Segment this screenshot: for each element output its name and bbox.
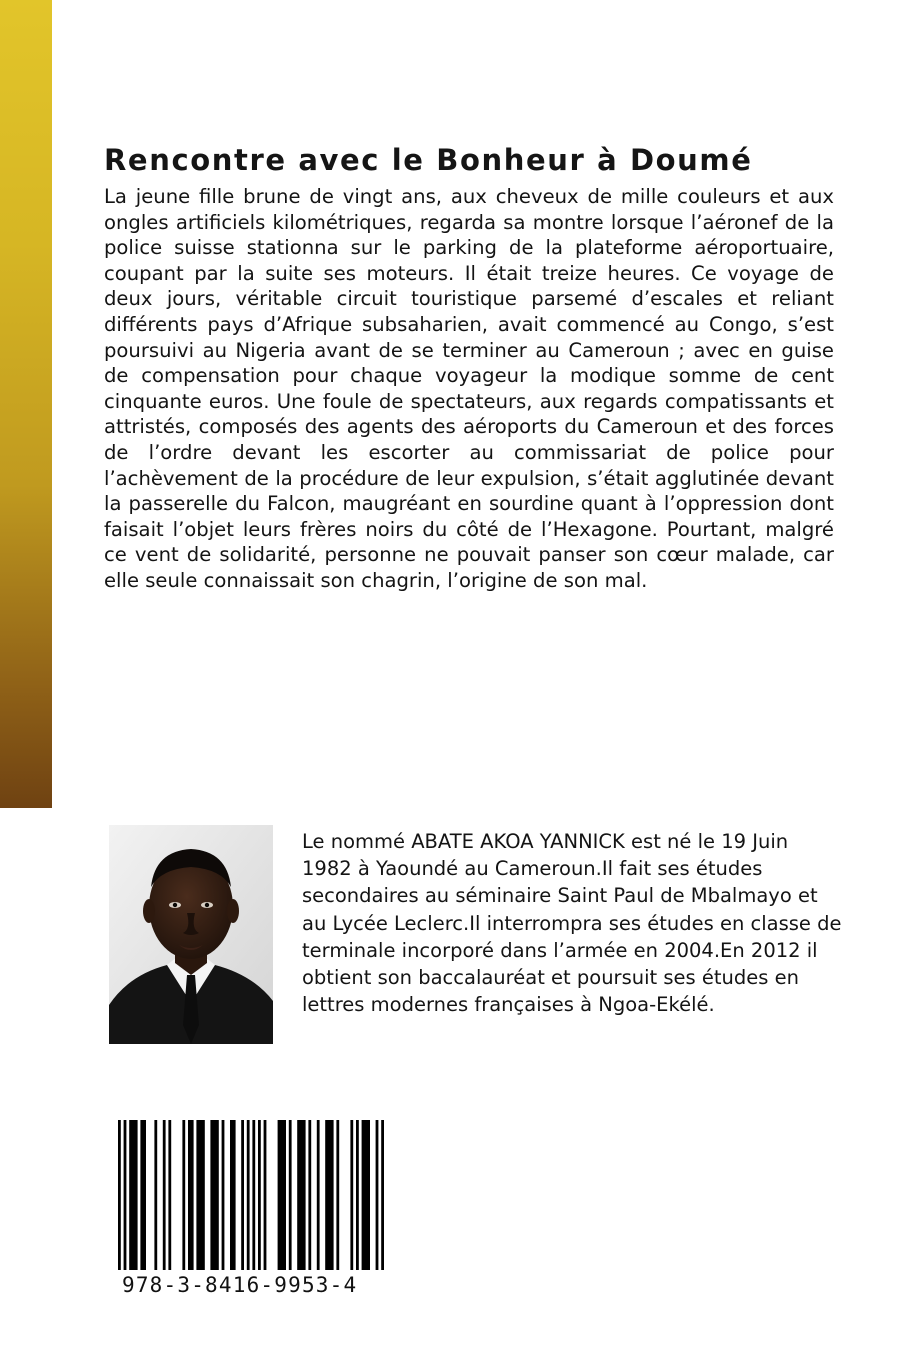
barcode-bar xyxy=(289,1120,292,1270)
barcode-bar xyxy=(163,1120,166,1270)
barcode-bar xyxy=(118,1120,121,1270)
barcode-bar xyxy=(168,1120,171,1270)
barcode-bar xyxy=(264,1120,267,1270)
barcode-bar xyxy=(222,1120,225,1270)
book-title: Rencontre avec le Bonheur à Doumé xyxy=(104,143,753,177)
barcode-bar xyxy=(188,1120,194,1270)
barcode-bar xyxy=(381,1120,384,1270)
isbn-barcode xyxy=(118,1120,384,1270)
barcode-bar xyxy=(308,1120,311,1270)
barcode-bar xyxy=(196,1120,204,1270)
barcode-bar xyxy=(241,1120,244,1270)
barcode-bar xyxy=(350,1120,353,1270)
barcode-bar xyxy=(247,1120,250,1270)
barcode-bars xyxy=(118,1120,384,1270)
barcode-bar xyxy=(376,1120,379,1270)
barcode-bar xyxy=(278,1120,286,1270)
barcode-bar xyxy=(297,1120,305,1270)
barcode-bar xyxy=(336,1120,339,1270)
barcode-bar xyxy=(129,1120,137,1270)
barcode-bar xyxy=(258,1120,261,1270)
barcode-bar xyxy=(325,1120,333,1270)
barcode-bar xyxy=(154,1120,157,1270)
barcode-bar xyxy=(124,1120,127,1270)
barcode-bar xyxy=(230,1120,236,1270)
barcode-bar xyxy=(362,1120,370,1270)
isbn-number: 978-3-8416-9953-4 xyxy=(122,1273,358,1297)
author-photo xyxy=(109,825,273,1044)
barcode-bar xyxy=(182,1120,185,1270)
barcode-bar xyxy=(356,1120,359,1270)
barcode-bar xyxy=(317,1120,320,1270)
decorative-side-band xyxy=(0,0,52,808)
barcode-bar xyxy=(210,1120,218,1270)
author-bio: Le nommé ABATE AKOA YANNICK est né le 19 Juin 1982 à Yaoundé au Cameroun.Il fait ses études secondaires au séminaire Saint Paul de Mbalmayo et au Lycée Leclerc.Il interrompra ses études en classe de terminale incorporé dans l’armée en 2004.En 2012 il obtient son baccalauréat et poursuit ses études en lettres modernes françaises à Ngoa-Ekélé. xyxy=(302,830,842,1017)
book-blurb: La jeune fille brune de vingt ans, aux cheveux de mille couleurs et aux ongles artificiels kilométriques, regarda sa montre lorsque l’aéronef de la police suisse stationna sur le parking de la plateforme aéroportuaire, coupant par la suite ses moteurs. Il était treize heures. Ce voyage de deux jours, véritable circuit touristique parsemé d’escales et reliant différents pays d’Afrique subsaharien, avait commencé au Congo, s’est poursuivi au Nigeria avant de se terminer au Cameroun ; avec en guise de compensation pour chaque voyageur la modique somme de cent cinquante euros. Une foule de spectateurs, aux regards compatissants et attristés, composés des agents des aéroports du Cameroun et des forces de l’ordre devant les escorter au commissariat de police pour l’achèvement de la procédure de leur expulsion, s’était agglutinée devant la passerelle du Falcon, maugréant en sourdine quant à l’oppression dont faisait l’objet leurs frères noirs du côté de l’Hexagone. Pourtant, malgré ce vent de solidarité, personne ne pouvait panser son cœur malade, car elle seule connaissait son chagrin, l’origine de son mal. xyxy=(104,185,834,592)
barcode-bar xyxy=(252,1120,255,1270)
barcode-bar xyxy=(140,1120,146,1270)
